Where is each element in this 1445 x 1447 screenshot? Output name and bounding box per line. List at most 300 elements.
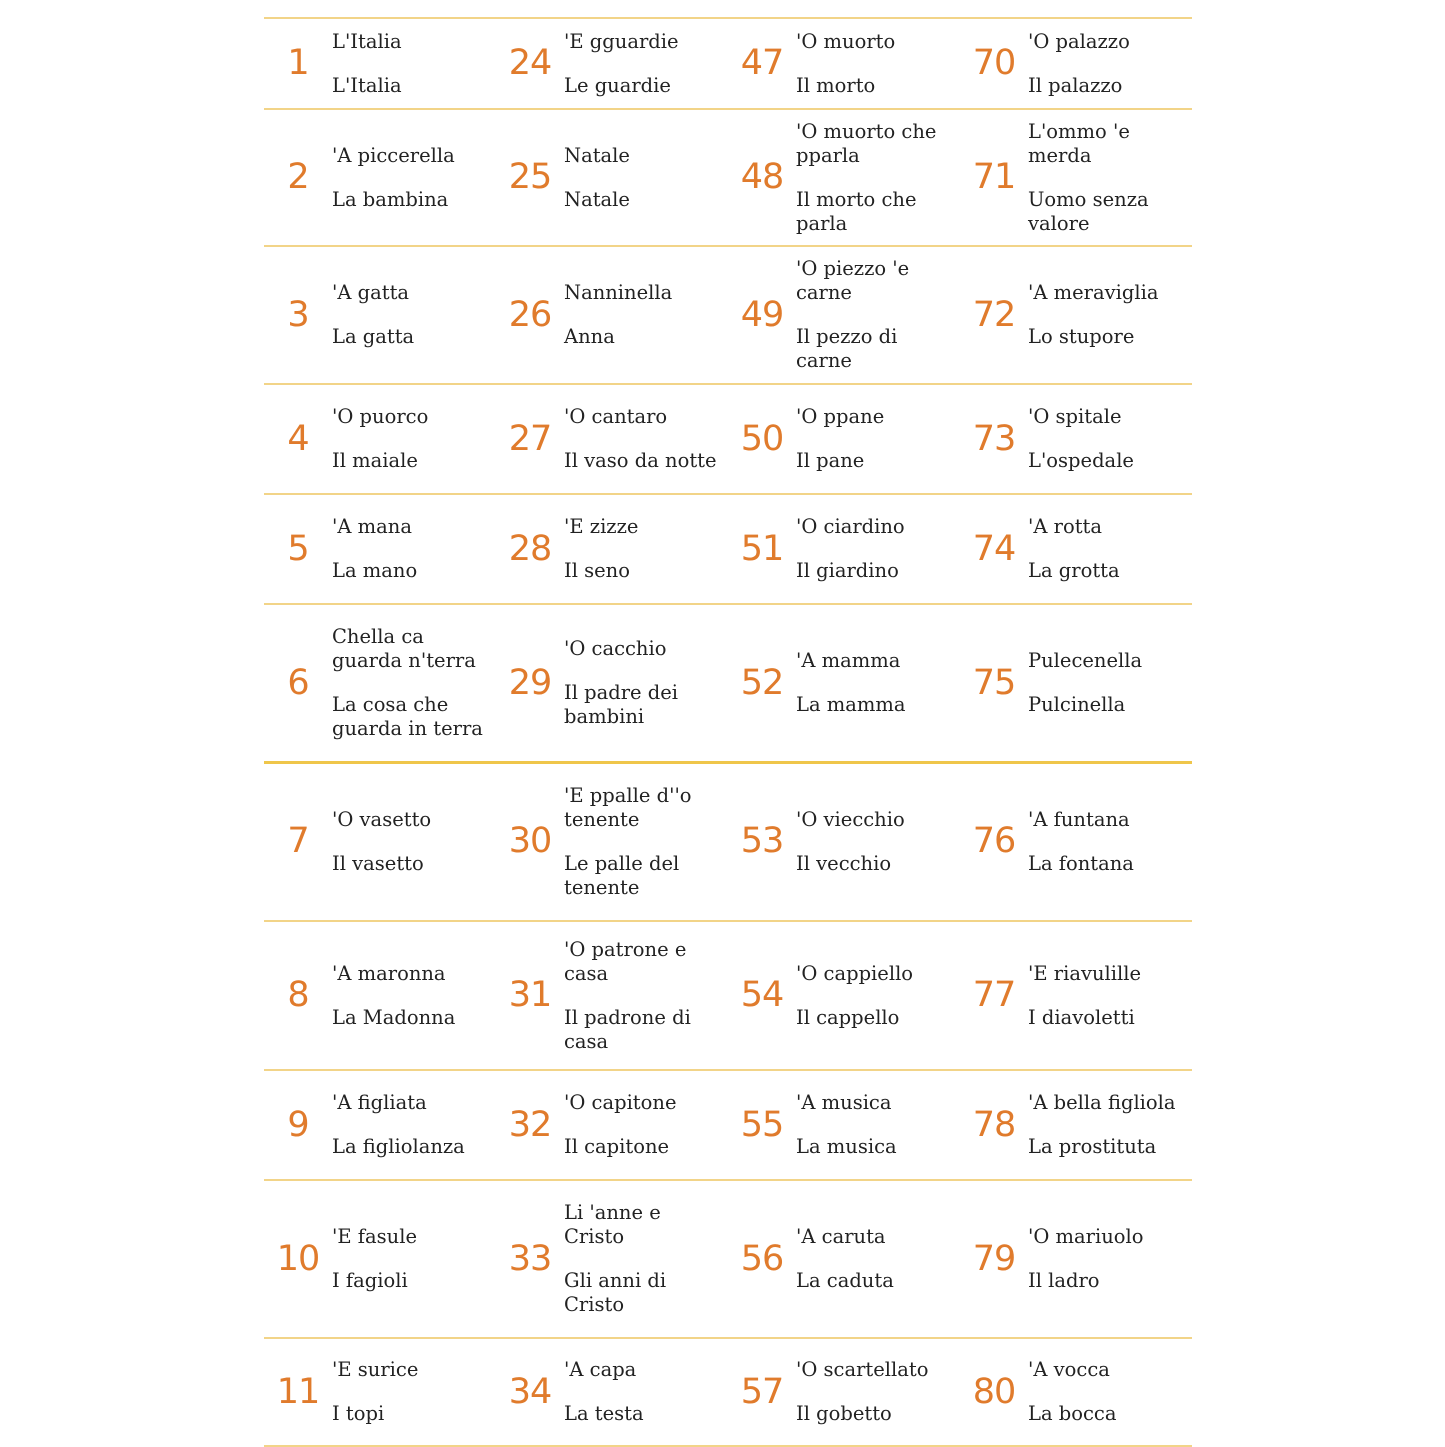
entry-cell <box>496 19 728 108</box>
italian-translation <box>564 188 726 212</box>
italian-translation <box>796 1402 958 1426</box>
entry-number: 51 <box>740 528 784 569</box>
neapolitan-line: 'O muorto <box>796 29 896 53</box>
entry-cell <box>264 922 496 1069</box>
entry-number: 24 <box>508 43 552 83</box>
entry-text <box>564 405 726 473</box>
italian-translation <box>332 1006 494 1030</box>
neapolitan-line: 'A vocca <box>1028 1358 1110 1381</box>
italian-translation <box>564 559 726 583</box>
neapolitan-term <box>564 405 726 429</box>
italian-translation <box>796 449 958 473</box>
neapolitan-line: 'E zizze <box>564 515 639 538</box>
italian-translation <box>1028 1402 1190 1426</box>
neapolitan-line: 'A figliata <box>332 1091 427 1114</box>
entry-text <box>332 962 494 1030</box>
italian-line: La cosa che <box>332 693 449 716</box>
entry-cell <box>960 247 1192 383</box>
neapolitan-line: 'O spitale <box>1028 405 1122 428</box>
italian-translation <box>1028 449 1190 473</box>
italian-line: Il cappello <box>796 1005 900 1029</box>
italian-line: parla <box>796 211 848 235</box>
italian-translation <box>796 1135 958 1159</box>
italian-line: La gatta <box>332 325 415 348</box>
neapolitan-term <box>332 1091 494 1115</box>
entry-cell <box>728 19 960 108</box>
entry-cell <box>264 110 496 245</box>
italian-translation <box>1028 693 1190 717</box>
entry-text <box>1028 281 1190 349</box>
entry-text <box>564 938 726 1054</box>
entry-cell <box>728 1339 960 1445</box>
italian-line: Il palazzo <box>1028 73 1123 97</box>
entry-text <box>564 30 726 98</box>
entry-cell <box>496 1071 728 1179</box>
entry-number: 53 <box>740 821 784 861</box>
entry-text <box>564 784 726 900</box>
neapolitan-term <box>332 1225 494 1249</box>
neapolitan-line: 'A mamma <box>796 649 901 672</box>
italian-line: Gli anni di <box>564 1269 667 1292</box>
neapolitan-line: guarda n'terra <box>332 649 476 672</box>
entry-number: 49 <box>740 294 784 335</box>
entry-cell <box>960 1071 1192 1179</box>
entry-cell <box>728 763 960 920</box>
entry-text <box>564 1091 726 1159</box>
italian-translation <box>1028 325 1190 349</box>
entry-text <box>332 281 494 349</box>
italian-translation <box>1028 74 1190 98</box>
neapolitan-line: 'O ppane <box>796 405 885 428</box>
neapolitan-term <box>332 281 494 305</box>
neapolitan-term <box>1028 962 1190 986</box>
entry-number: 5 <box>287 528 309 569</box>
entry-cell <box>264 495 496 603</box>
entry-number: 11 <box>276 1371 320 1412</box>
italian-line: La caduta <box>796 1269 894 1292</box>
entry-cell <box>960 19 1192 108</box>
italian-translation <box>332 1402 494 1426</box>
neapolitan-term <box>1028 405 1190 429</box>
italian-translation <box>564 325 726 349</box>
neapolitan-term <box>332 962 494 986</box>
entry-text <box>564 1201 726 1317</box>
neapolitan-line: 'A funtana <box>1028 807 1130 831</box>
italian-line: Pulcinella <box>1028 693 1126 716</box>
entry-cell <box>264 247 496 383</box>
italian-line: Le palle del <box>564 851 680 875</box>
neapolitan-line: 'A caruta <box>796 1225 886 1248</box>
neapolitan-term <box>796 515 958 539</box>
entry-number: 29 <box>508 662 552 703</box>
italian-line: guarda in terra <box>332 717 483 740</box>
neapolitan-line: 'O capitone <box>564 1091 677 1114</box>
italian-line: Il pane <box>796 449 865 472</box>
neapolitan-line: 'O viecchio <box>796 807 905 831</box>
neapolitan-term <box>332 405 494 429</box>
entry-number: 1 <box>287 43 309 83</box>
neapolitan-line: 'O muorto che <box>796 119 937 143</box>
neapolitan-line: Pulecenella <box>1028 649 1143 672</box>
neapolitan-term <box>564 30 726 54</box>
italian-translation <box>564 449 726 473</box>
italian-line: La mano <box>332 559 418 582</box>
entry-number: 10 <box>276 1238 320 1279</box>
italian-translation <box>796 1006 958 1030</box>
entry-cell <box>960 1339 1192 1445</box>
italian-translation <box>332 325 494 349</box>
italian-line: Il seno <box>564 559 630 582</box>
entry-number: 73 <box>972 418 1016 459</box>
italian-translation <box>1028 1269 1190 1293</box>
neapolitan-line: 'O patrone e <box>564 937 687 961</box>
italian-translation <box>332 1135 494 1159</box>
neapolitan-line: Natale <box>564 143 630 167</box>
entry-number: 31 <box>508 975 552 1015</box>
neapolitan-line: 'O piezzo 'e <box>796 257 910 280</box>
entry-number: 27 <box>508 418 552 459</box>
entry-text <box>796 515 958 583</box>
entry-text <box>1028 120 1190 236</box>
italian-translation <box>332 1269 494 1293</box>
entry-cell <box>960 605 1192 761</box>
entry-number: 48 <box>740 157 784 197</box>
entry-number: 9 <box>287 1104 309 1145</box>
entry-text <box>564 144 726 212</box>
entry-text <box>332 1091 494 1159</box>
entry-cell <box>728 605 960 761</box>
entry-text <box>1028 649 1190 717</box>
italian-line: Il ladro <box>1028 1269 1100 1292</box>
italian-line: I diavoletti <box>1028 1005 1135 1029</box>
neapolitan-line: Cristo <box>564 1225 625 1248</box>
neapolitan-line: Nanninella <box>564 281 673 304</box>
neapolitan-term <box>796 1225 958 1249</box>
italian-line: Anna <box>564 325 615 348</box>
entry-cell <box>496 110 728 245</box>
neapolitan-line: 'O ciardino <box>796 515 905 538</box>
neapolitan-line: Li 'anne e <box>564 1201 661 1224</box>
neapolitan-line: tenente <box>564 807 640 831</box>
entry-text <box>796 649 958 717</box>
italian-translation <box>332 188 494 212</box>
entry-cell <box>496 495 728 603</box>
italian-line: bambini <box>564 705 645 728</box>
entry-number: 25 <box>508 157 552 197</box>
italian-line: Cristo <box>564 1293 625 1316</box>
entry-number: 75 <box>972 662 1016 703</box>
entry-text <box>796 962 958 1030</box>
italian-line: Le guardie <box>564 73 671 97</box>
italian-line: tenente <box>564 875 640 899</box>
neapolitan-term <box>796 1358 958 1382</box>
entry-text <box>332 30 494 98</box>
entry-text <box>796 405 958 473</box>
entry-cell <box>264 1071 496 1179</box>
entry-cell <box>728 1181 960 1337</box>
entry-number: 57 <box>740 1371 784 1412</box>
entry-text <box>1028 30 1190 98</box>
entry-number: 2 <box>287 157 309 197</box>
entry-text <box>564 515 726 583</box>
neapolitan-line: 'O mariuolo <box>1028 1225 1144 1248</box>
italian-line: Lo stupore <box>1028 325 1135 348</box>
entry-number: 78 <box>972 1104 1016 1145</box>
italian-line: Uomo senza <box>1028 187 1149 211</box>
entry-number: 47 <box>740 43 784 83</box>
entry-cell <box>728 495 960 603</box>
neapolitan-line: 'A capa <box>564 1358 637 1381</box>
entry-cell <box>960 922 1192 1069</box>
italian-line: La bambina <box>332 187 449 211</box>
italian-translation <box>1028 559 1190 583</box>
neapolitan-term <box>564 1358 726 1382</box>
italian-translation <box>796 559 958 583</box>
neapolitan-term <box>796 808 958 832</box>
italian-translation <box>332 852 494 876</box>
neapolitan-line: 'O scartellato <box>796 1358 929 1381</box>
neapolitan-term <box>332 1358 494 1382</box>
entry-text <box>796 120 958 236</box>
entry-text <box>332 625 494 741</box>
italian-translation <box>564 1006 726 1054</box>
entry-number: 71 <box>972 157 1016 197</box>
entry-text <box>332 144 494 212</box>
italian-translation <box>564 1135 726 1159</box>
neapolitan-term <box>332 625 494 673</box>
entry-number: 54 <box>740 975 784 1015</box>
italian-translation <box>1028 1006 1190 1030</box>
italian-line: La musica <box>796 1135 897 1158</box>
neapolitan-line: pparla <box>796 143 860 167</box>
entry-cell <box>496 922 728 1069</box>
italian-translation <box>332 693 494 741</box>
italian-translation <box>1028 188 1190 236</box>
neapolitan-term <box>1028 1225 1190 1249</box>
italian-line: carne <box>796 349 852 372</box>
neapolitan-term <box>332 144 494 168</box>
entry-text <box>1028 1225 1190 1293</box>
italian-line: Il gobetto <box>796 1402 892 1425</box>
entry-text <box>796 1091 958 1159</box>
entry-number: 70 <box>972 43 1016 83</box>
neapolitan-term <box>564 784 726 832</box>
entry-number: 74 <box>972 528 1016 569</box>
italian-line: Il vaso da notte <box>564 449 717 472</box>
italian-translation <box>564 852 726 900</box>
entry-text <box>332 515 494 583</box>
neapolitan-term <box>1028 808 1190 832</box>
italian-line: La figliolanza <box>332 1135 465 1158</box>
italian-translation <box>1028 1135 1190 1159</box>
neapolitan-term <box>796 405 958 429</box>
neapolitan-term <box>796 962 958 986</box>
entry-cell <box>496 1181 728 1337</box>
neapolitan-term <box>564 938 726 986</box>
italian-line: Il padre dei <box>564 681 679 704</box>
entry-text <box>796 1358 958 1426</box>
neapolitan-line: 'A musica <box>796 1091 892 1114</box>
entry-number: 4 <box>287 418 309 459</box>
neapolitan-line: L'ommo 'e <box>1028 119 1130 143</box>
neapolitan-line: 'A mana <box>332 515 412 538</box>
italian-line: La fontana <box>1028 851 1134 875</box>
italian-line: La mamma <box>796 693 906 716</box>
italian-line: La prostituta <box>1028 1135 1157 1158</box>
entry-number: 34 <box>508 1371 552 1412</box>
entry-number: 80 <box>972 1371 1016 1412</box>
neapolitan-term <box>564 144 726 168</box>
entry-text <box>1028 515 1190 583</box>
neapolitan-line: casa <box>564 961 609 985</box>
italian-line: Il padrone di <box>564 1005 691 1029</box>
entry-number: 28 <box>508 528 552 569</box>
neapolitan-line: 'E fasule <box>332 1225 417 1248</box>
entry-text <box>332 1358 494 1426</box>
neapolitan-term <box>1028 120 1190 168</box>
entry-cell <box>496 763 728 920</box>
neapolitan-line: 'A maronna <box>332 961 446 985</box>
entry-text <box>564 281 726 349</box>
neapolitan-line: carne <box>796 281 852 304</box>
neapolitan-term <box>564 281 726 305</box>
italian-line: Il morto <box>796 73 876 97</box>
italian-line: La Madonna <box>332 1005 456 1029</box>
entry-text <box>796 30 958 98</box>
entry-text <box>332 1225 494 1293</box>
entry-text <box>332 808 494 876</box>
entry-text <box>332 405 494 473</box>
entry-text <box>796 1225 958 1293</box>
italian-translation <box>564 1402 726 1426</box>
entry-number: 52 <box>740 662 784 703</box>
entry-number: 6 <box>287 662 309 703</box>
neapolitan-term <box>564 1201 726 1249</box>
neapolitan-line: merda <box>1028 143 1092 167</box>
entry-number: 32 <box>508 1104 552 1145</box>
entry-cell <box>264 605 496 761</box>
italian-line: La testa <box>564 1402 644 1425</box>
entry-number: 50 <box>740 418 784 459</box>
neapolitan-term <box>796 1091 958 1115</box>
entry-number: 26 <box>508 294 552 335</box>
italian-translation <box>332 74 494 98</box>
neapolitan-line: 'A gatta <box>332 281 410 304</box>
neapolitan-term <box>564 1091 726 1115</box>
neapolitan-term <box>1028 649 1190 673</box>
entry-cell <box>960 495 1192 603</box>
italian-translation <box>796 325 958 373</box>
neapolitan-term <box>796 257 958 305</box>
italian-line: Il morto che <box>796 187 917 211</box>
entry-cell <box>960 1181 1192 1337</box>
italian-translation <box>564 74 726 98</box>
italian-line: Il capitone <box>564 1135 670 1158</box>
entry-text <box>1028 962 1190 1030</box>
entry-cell <box>264 1181 496 1337</box>
entry-text <box>1028 1091 1190 1159</box>
entry-cell <box>960 110 1192 245</box>
entry-number: 55 <box>740 1104 784 1145</box>
neapolitan-line: 'A piccerella <box>332 143 455 167</box>
entry-text <box>1028 808 1190 876</box>
entry-cell <box>496 605 728 761</box>
italian-translation <box>332 449 494 473</box>
neapolitan-line: 'O cacchio <box>564 637 667 660</box>
italian-line: L'ospedale <box>1028 449 1134 472</box>
italian-line: La grotta <box>1028 559 1120 582</box>
italian-translation <box>796 188 958 236</box>
italian-translation <box>796 693 958 717</box>
entry-cell <box>496 1339 728 1445</box>
italian-line: valore <box>1028 211 1090 235</box>
entry-number: 7 <box>287 821 309 861</box>
entry-cell <box>264 385 496 493</box>
entry-number: 76 <box>972 821 1016 861</box>
italian-line: I fagioli <box>332 1269 408 1292</box>
neapolitan-term <box>796 30 958 54</box>
entry-text <box>796 808 958 876</box>
neapolitan-term <box>332 808 494 832</box>
entry-text <box>1028 1358 1190 1426</box>
neapolitan-line: 'O cantaro <box>564 405 668 428</box>
italian-translation <box>796 852 958 876</box>
italian-line: Il vecchio <box>796 851 892 875</box>
neapolitan-line: 'E gguardie <box>564 29 679 53</box>
neapolitan-term <box>564 637 726 661</box>
neapolitan-term <box>332 30 494 54</box>
entry-number: 8 <box>287 975 309 1015</box>
italian-line: I topi <box>332 1402 385 1425</box>
entry-cell <box>264 19 496 108</box>
entry-text <box>564 1358 726 1426</box>
italian-line: L'Italia <box>332 73 402 97</box>
neapolitan-line: L'Italia <box>332 29 402 53</box>
italian-translation <box>796 1269 958 1293</box>
neapolitan-line: 'E surice <box>332 1358 419 1381</box>
italian-line: Il giardino <box>796 559 899 582</box>
entry-cell <box>728 1071 960 1179</box>
entry-cell <box>728 922 960 1069</box>
entry-cell <box>728 247 960 383</box>
entry-number: 56 <box>740 1238 784 1279</box>
neapolitan-line: 'O cappiello <box>796 961 914 985</box>
entry-cell <box>264 1339 496 1445</box>
italian-line: La bocca <box>1028 1402 1117 1425</box>
italian-translation <box>564 1269 726 1317</box>
italian-translation <box>564 681 726 729</box>
entry-text <box>796 257 958 373</box>
neapolitan-term <box>1028 1358 1190 1382</box>
neapolitan-line: 'O palazzo <box>1028 29 1130 53</box>
entry-cell <box>728 110 960 245</box>
entry-number: 72 <box>972 294 1016 335</box>
entry-cell <box>960 763 1192 920</box>
italian-translation <box>1028 852 1190 876</box>
entry-text <box>1028 405 1190 473</box>
entry-number: 30 <box>508 821 552 861</box>
entry-number: 33 <box>508 1238 552 1279</box>
entry-number: 77 <box>972 975 1016 1015</box>
neapolitan-term <box>564 515 726 539</box>
neapolitan-line: 'E riavulille <box>1028 961 1142 985</box>
entry-number: 3 <box>287 294 309 335</box>
italian-line: Natale <box>564 187 630 211</box>
neapolitan-term <box>796 649 958 673</box>
italian-line: Il vasetto <box>332 851 424 875</box>
neapolitan-term <box>1028 30 1190 54</box>
neapolitan-term <box>1028 515 1190 539</box>
